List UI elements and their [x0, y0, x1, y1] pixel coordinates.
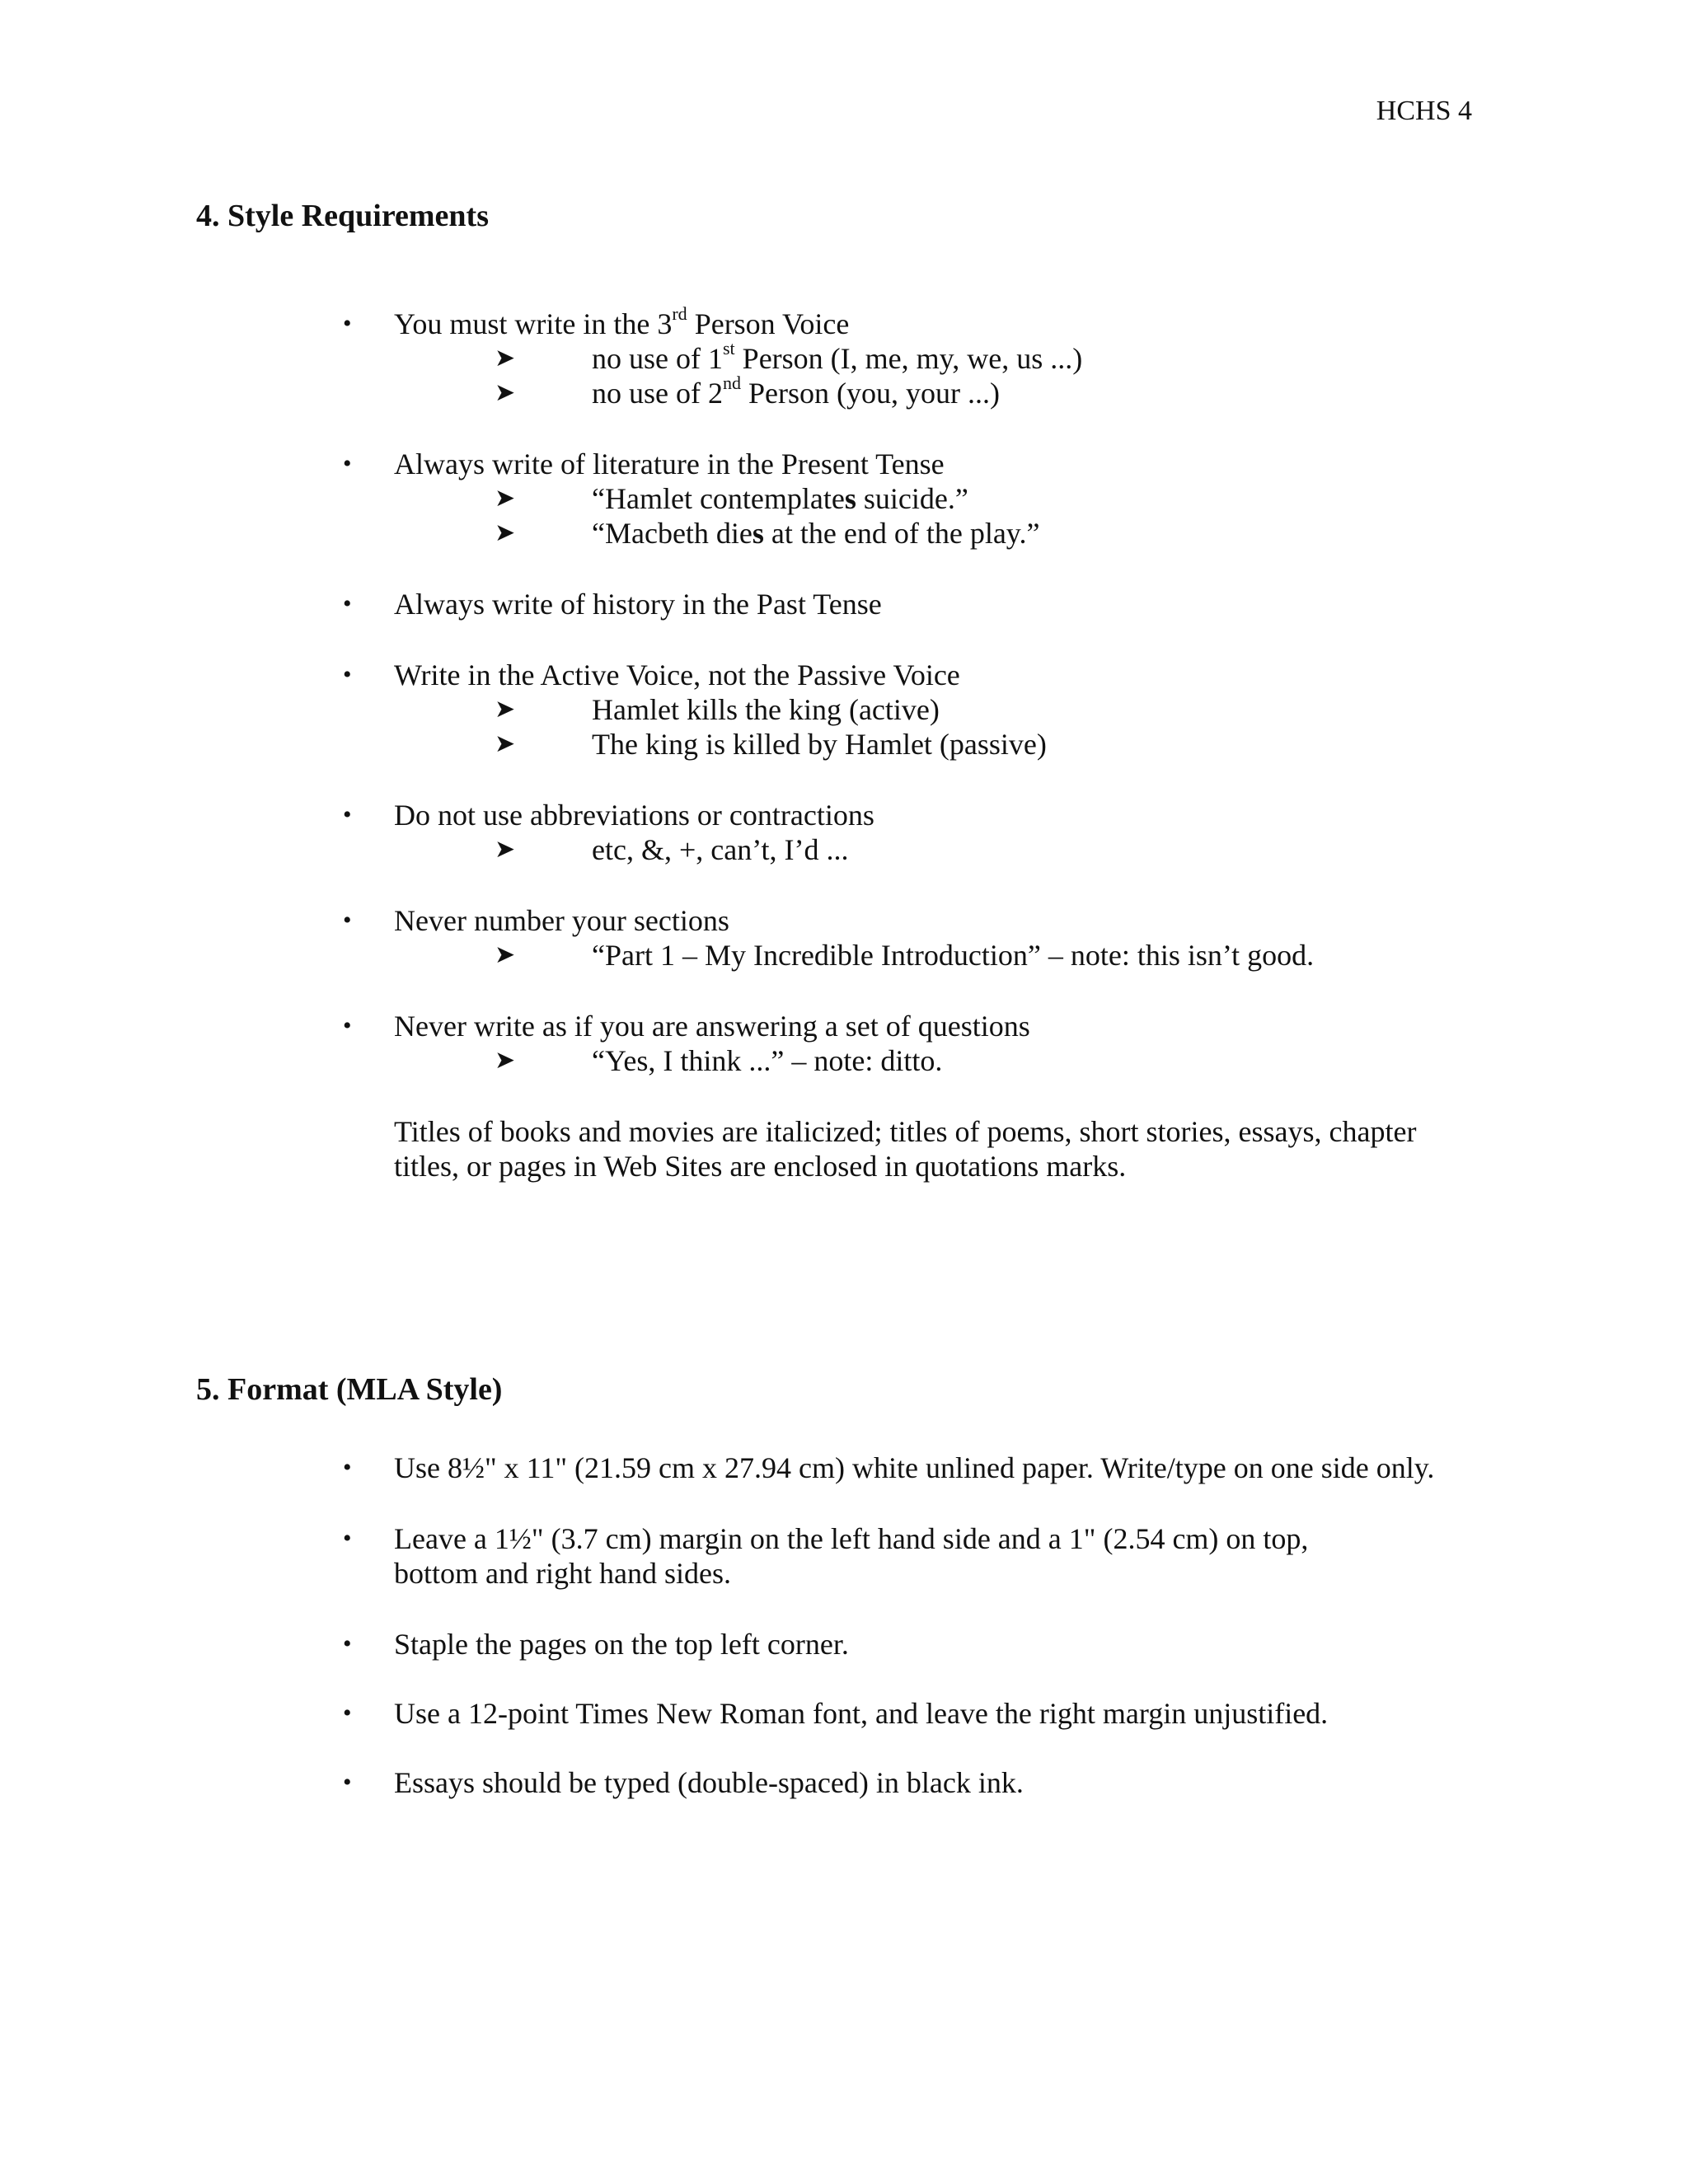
section-4-title: 4. Style Requirements	[196, 199, 489, 233]
bullet-questions: • Never write as if you are answering a set of questions	[394, 1009, 1030, 1043]
sub-item-text: “Yes, I think ...” – note: ditto.	[592, 1044, 943, 1077]
section-5-title: 5. Format (MLA Style)	[196, 1372, 503, 1407]
bullet-margins	[394, 1521, 1465, 1556]
sub-item-text: no use of 1st Person (I, me, my, we, us ...)	[592, 338, 1083, 375]
arrow-bullet-icon: ➤	[495, 836, 516, 863]
sub-item-text: no use of 2nd Person (you, your ...)	[592, 373, 1000, 410]
bullet-text: You must write in the 3	[394, 307, 673, 340]
sub-item-text: etc, &, +, can’t, I’d ...	[592, 833, 849, 866]
superscript: rd	[672, 303, 687, 324]
arrow-bullet-icon: ➤	[495, 344, 516, 372]
arrow-bullet-icon: ➤	[495, 730, 516, 757]
titles-note-line-1: Titles of books and movies are italicized; titles of poems, short stories, essays, chapter	[394, 1115, 1417, 1148]
bullet-text: Leave a 1½" (3.7 cm) margin on the left hand side and a 1" (2.54 cm) on top,	[394, 1522, 1309, 1555]
arrow-bullet-icon: ➤	[495, 379, 516, 406]
sub-item-text: Hamlet kills the king (active)	[592, 693, 940, 726]
sub-item-text: “Part 1 – My Incredible Introduction” – note: this isn’t good.	[592, 939, 1315, 972]
bullet-text: Person Voice	[687, 307, 850, 340]
bullet-number-sections: • Never number your sections	[394, 903, 729, 938]
page-header-label: HCHS 4	[1376, 96, 1472, 126]
arrow-bullet-icon: ➤	[495, 1047, 516, 1074]
bullet-active-voice: • Write in the Active Voice, not the Passive Voice	[394, 658, 960, 692]
arrow-bullet-icon: ➤	[495, 941, 516, 968]
bullet-paper-size: • Use 8½" x 11" (21.59 cm x 27.94 cm) white unlined paper. Write/type on one side only.	[394, 1451, 1465, 1485]
bullet-margins-line-2: bottom and right hand sides.	[394, 1557, 731, 1590]
bullet-font: • Use a 12-point Times New Roman font, and leave the right margin unjustified.	[394, 1696, 1465, 1731]
bullet-typed: • Essays should be typed (double-spaced) in black ink.	[394, 1765, 1465, 1800]
bullet-staple: • Staple the pages on the top left corner.	[394, 1627, 1465, 1661]
bullet-third-person	[394, 303, 850, 341]
bullet-present-tense: • Always write of literature in the Present Tense	[394, 447, 945, 481]
arrow-bullet-icon: ➤	[495, 696, 516, 723]
bullet-abbreviations: • Do not use abbreviations or contractions	[394, 798, 874, 832]
bullet-past-tense: • Always write of history in the Past Tense	[394, 587, 882, 621]
sub-item-text: “Hamlet contemplates suicide.”	[592, 482, 968, 515]
titles-note-line-2: titles, or pages in Web Sites are enclosed in quotations marks.	[394, 1150, 1127, 1183]
sub-item-text: The king is killed by Hamlet (passive)	[592, 728, 1047, 761]
arrow-bullet-icon: ➤	[495, 485, 516, 512]
arrow-bullet-icon: ➤	[495, 519, 516, 546]
sub-item-text: “Macbeth dies at the end of the play.”	[592, 517, 1040, 550]
